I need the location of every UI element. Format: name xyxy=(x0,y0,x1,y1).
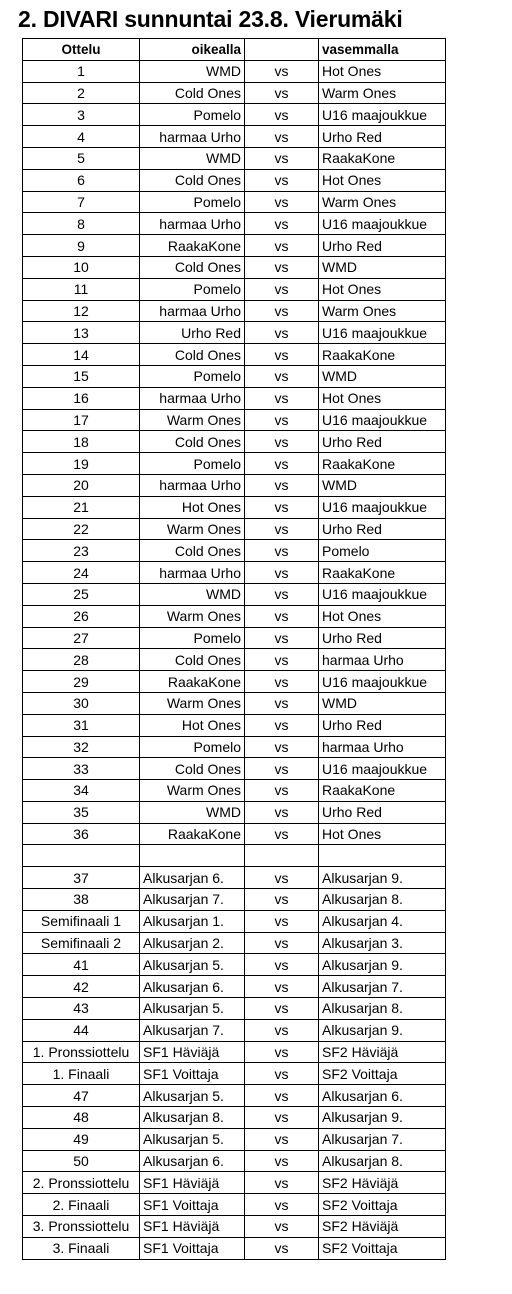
match-number-cell: 19 xyxy=(23,453,140,475)
right-team-cell: Urho Red xyxy=(140,322,245,344)
right-team-cell: Alkusarjan 6. xyxy=(140,1150,245,1172)
vs-cell: vs xyxy=(245,932,319,954)
table-row xyxy=(23,191,446,213)
table-row xyxy=(23,1128,446,1150)
left-team-cell: RaakaKone xyxy=(319,344,446,366)
table-row xyxy=(23,344,446,366)
vs-cell: vs xyxy=(245,954,319,976)
match-number-cell: 12 xyxy=(23,300,140,322)
match-number-cell: 27 xyxy=(23,627,140,649)
vs-cell: vs xyxy=(245,235,319,257)
left-team-cell: Alkusarjan 9. xyxy=(319,1107,446,1129)
vs-cell: vs xyxy=(245,300,319,322)
match-number-cell: 9 xyxy=(23,235,140,257)
match-number-cell: 1. Finaali xyxy=(23,1063,140,1085)
vs-cell: vs xyxy=(245,562,319,584)
right-team-cell: Pomelo xyxy=(140,736,245,758)
left-team-cell: U16 maajoukkue xyxy=(319,583,446,605)
table-row xyxy=(23,104,446,126)
left-team-cell: Alkusarjan 9. xyxy=(319,954,446,976)
left-team-cell: U16 maajoukkue xyxy=(319,758,446,780)
vs-cell: vs xyxy=(245,147,319,169)
left-team-cell: Urho Red xyxy=(319,714,446,736)
right-team-cell xyxy=(140,845,245,867)
vs-cell: vs xyxy=(245,453,319,475)
left-team-cell: U16 maajoukkue xyxy=(319,213,446,235)
match-number-cell: 23 xyxy=(23,540,140,562)
left-team-cell: Hot Ones xyxy=(319,60,446,82)
right-team-cell: RaakaKone xyxy=(140,671,245,693)
match-number-cell: 3 xyxy=(23,104,140,126)
right-team-cell: harmaa Urho xyxy=(140,300,245,322)
vs-cell: vs xyxy=(245,671,319,693)
match-number-cell: 16 xyxy=(23,387,140,409)
vs-cell: vs xyxy=(245,256,319,278)
match-number-cell: 5 xyxy=(23,147,140,169)
right-team-cell: Hot Ones xyxy=(140,496,245,518)
table-row xyxy=(23,453,446,475)
vs-cell: vs xyxy=(245,518,319,540)
table-row xyxy=(23,910,446,932)
table-row xyxy=(23,126,446,148)
vs-cell: vs xyxy=(245,692,319,714)
match-number-cell: 15 xyxy=(23,365,140,387)
match-number-cell: 14 xyxy=(23,344,140,366)
left-team-cell: SF2 Voittaja xyxy=(319,1063,446,1085)
vs-cell: vs xyxy=(245,1128,319,1150)
vs-cell: vs xyxy=(245,431,319,453)
vs-cell: vs xyxy=(245,1172,319,1194)
left-team-cell: Alkusarjan 7. xyxy=(319,1128,446,1150)
right-team-cell: Alkusarjan 6. xyxy=(140,867,245,889)
right-team-cell: SF1 Voittaja xyxy=(140,1237,245,1259)
vs-cell: vs xyxy=(245,801,319,823)
right-team-cell: Cold Ones xyxy=(140,169,245,191)
table-row xyxy=(23,780,446,802)
match-number-cell: 4 xyxy=(23,126,140,148)
vs-cell: vs xyxy=(245,605,319,627)
match-number-cell: 31 xyxy=(23,714,140,736)
left-team-cell: U16 maajoukkue xyxy=(319,322,446,344)
match-number-cell: 1. Pronssiottelu xyxy=(23,1041,140,1063)
right-team-cell: Alkusarjan 5. xyxy=(140,954,245,976)
match-number-cell: 24 xyxy=(23,562,140,584)
match-number-cell: 25 xyxy=(23,583,140,605)
left-team-cell: SF2 Häviäjä xyxy=(319,1041,446,1063)
left-team-cell: U16 maajoukkue xyxy=(319,496,446,518)
left-team-cell: Alkusarjan 3. xyxy=(319,932,446,954)
left-team-cell: Alkusarjan 8. xyxy=(319,1150,446,1172)
match-number-cell: 20 xyxy=(23,474,140,496)
vs-cell: vs xyxy=(245,126,319,148)
left-team-cell: RaakaKone xyxy=(319,453,446,475)
left-team-cell: Alkusarjan 9. xyxy=(319,1019,446,1041)
left-team-cell: Pomelo xyxy=(319,540,446,562)
table-row xyxy=(23,1107,446,1129)
vs-cell: vs xyxy=(245,1237,319,1259)
right-team-cell: Alkusarjan 7. xyxy=(140,889,245,911)
right-team-cell: WMD xyxy=(140,147,245,169)
match-number-cell: 26 xyxy=(23,605,140,627)
right-team-cell: RaakaKone xyxy=(140,823,245,845)
table-row xyxy=(23,169,446,191)
left-team-cell: RaakaKone xyxy=(319,562,446,584)
match-number-cell: 33 xyxy=(23,758,140,780)
right-team-cell: Alkusarjan 5. xyxy=(140,1085,245,1107)
vs-cell: vs xyxy=(245,910,319,932)
vs-cell: vs xyxy=(245,191,319,213)
right-team-cell: Cold Ones xyxy=(140,758,245,780)
match-number-cell: 32 xyxy=(23,736,140,758)
match-number-cell: Semifinaali 2 xyxy=(23,932,140,954)
right-team-cell: Cold Ones xyxy=(140,649,245,671)
table-row xyxy=(23,82,446,104)
table-row xyxy=(23,649,446,671)
left-team-cell: SF2 Voittaja xyxy=(319,1194,446,1216)
table-row xyxy=(23,1085,446,1107)
match-number-cell: 8 xyxy=(23,213,140,235)
table-row xyxy=(23,496,446,518)
table-row xyxy=(23,562,446,584)
left-team-cell: Hot Ones xyxy=(319,278,446,300)
table-row xyxy=(23,147,446,169)
schedule-table xyxy=(22,38,446,1260)
right-team-cell: Alkusarjan 5. xyxy=(140,1128,245,1150)
table-row xyxy=(23,954,446,976)
right-team-cell: Pomelo xyxy=(140,453,245,475)
right-team-cell: Cold Ones xyxy=(140,344,245,366)
match-number-cell: 17 xyxy=(23,409,140,431)
right-team-cell: Hot Ones xyxy=(140,714,245,736)
table-row xyxy=(23,60,446,82)
vs-cell: vs xyxy=(245,1216,319,1238)
match-number-cell: 28 xyxy=(23,649,140,671)
table-row xyxy=(23,431,446,453)
vs-cell: vs xyxy=(245,780,319,802)
vs-cell: vs xyxy=(245,649,319,671)
table-row xyxy=(23,235,446,257)
table-row xyxy=(23,1019,446,1041)
table-row xyxy=(23,365,446,387)
right-team-cell: Alkusarjan 8. xyxy=(140,1107,245,1129)
right-team-cell: harmaa Urho xyxy=(140,126,245,148)
table-row xyxy=(23,518,446,540)
table-row xyxy=(23,736,446,758)
right-team-cell: WMD xyxy=(140,583,245,605)
left-team-cell: Alkusarjan 7. xyxy=(319,976,446,998)
match-number-cell: 3. Pronssiottelu xyxy=(23,1216,140,1238)
left-team-cell: Alkusarjan 6. xyxy=(319,1085,446,1107)
right-team-cell: RaakaKone xyxy=(140,235,245,257)
left-team-cell: Hot Ones xyxy=(319,823,446,845)
vs-cell: vs xyxy=(245,823,319,845)
left-team-cell: WMD xyxy=(319,256,446,278)
table-row xyxy=(23,1237,446,1259)
match-number-cell: 49 xyxy=(23,1128,140,1150)
left-team-cell: Urho Red xyxy=(319,235,446,257)
right-team-cell: SF1 Voittaja xyxy=(140,1194,245,1216)
vs-cell: vs xyxy=(245,976,319,998)
right-team-cell: Alkusarjan 1. xyxy=(140,910,245,932)
vs-cell xyxy=(245,845,319,867)
table-row xyxy=(23,823,446,845)
table-row xyxy=(23,1041,446,1063)
vs-cell: vs xyxy=(245,213,319,235)
vs-cell: vs xyxy=(245,583,319,605)
column-header-left: vasemmalla xyxy=(319,39,446,61)
match-number-cell: 48 xyxy=(23,1107,140,1129)
match-number-cell: 44 xyxy=(23,1019,140,1041)
right-team-cell: Warm Ones xyxy=(140,605,245,627)
right-team-cell: SF1 Voittaja xyxy=(140,1063,245,1085)
left-team-cell: Alkusarjan 8. xyxy=(319,998,446,1020)
match-number-cell: 35 xyxy=(23,801,140,823)
table-row xyxy=(23,256,446,278)
left-team-cell: U16 maajoukkue xyxy=(319,409,446,431)
column-header-right: oikealla xyxy=(140,39,245,61)
left-team-cell: SF2 Häviäjä xyxy=(319,1172,446,1194)
left-team-cell: WMD xyxy=(319,474,446,496)
vs-cell: vs xyxy=(245,1194,319,1216)
right-team-cell: Pomelo xyxy=(140,627,245,649)
vs-cell: vs xyxy=(245,322,319,344)
right-team-cell: Alkusarjan 2. xyxy=(140,932,245,954)
left-team-cell: Warm Ones xyxy=(319,82,446,104)
left-team-cell: RaakaKone xyxy=(319,147,446,169)
vs-cell: vs xyxy=(245,1107,319,1129)
vs-cell: vs xyxy=(245,409,319,431)
right-team-cell: SF1 Häviäjä xyxy=(140,1041,245,1063)
right-team-cell: Pomelo xyxy=(140,191,245,213)
vs-cell: vs xyxy=(245,365,319,387)
table-row xyxy=(23,1194,446,1216)
left-team-cell: Urho Red xyxy=(319,126,446,148)
match-number-cell: 3. Finaali xyxy=(23,1237,140,1259)
vs-cell: vs xyxy=(245,344,319,366)
right-team-cell: harmaa Urho xyxy=(140,387,245,409)
table-row xyxy=(23,213,446,235)
vs-cell: vs xyxy=(245,889,319,911)
left-team-cell: Urho Red xyxy=(319,518,446,540)
left-team-cell: Alkusarjan 4. xyxy=(319,910,446,932)
left-team-cell: RaakaKone xyxy=(319,780,446,802)
left-team-cell: Alkusarjan 8. xyxy=(319,889,446,911)
match-number-cell: 50 xyxy=(23,1150,140,1172)
vs-cell: vs xyxy=(245,1063,319,1085)
table-row xyxy=(23,387,446,409)
left-team-cell: WMD xyxy=(319,365,446,387)
vs-cell: vs xyxy=(245,998,319,1020)
left-team-cell: Urho Red xyxy=(319,627,446,649)
right-team-cell: Warm Ones xyxy=(140,692,245,714)
table-row xyxy=(23,714,446,736)
match-number-cell: 21 xyxy=(23,496,140,518)
vs-cell: vs xyxy=(245,1085,319,1107)
right-team-cell: Cold Ones xyxy=(140,82,245,104)
match-number-cell: 6 xyxy=(23,169,140,191)
match-number-cell: 29 xyxy=(23,671,140,693)
table-row xyxy=(23,845,446,867)
vs-cell: vs xyxy=(245,758,319,780)
left-team-cell: WMD xyxy=(319,692,446,714)
match-number-cell: 10 xyxy=(23,256,140,278)
left-team-cell: Hot Ones xyxy=(319,387,446,409)
left-team-cell: harmaa Urho xyxy=(319,649,446,671)
table-row xyxy=(23,758,446,780)
right-team-cell: Warm Ones xyxy=(140,518,245,540)
vs-cell: vs xyxy=(245,736,319,758)
table-row xyxy=(23,1150,446,1172)
vs-cell: vs xyxy=(245,169,319,191)
right-team-cell: Alkusarjan 7. xyxy=(140,1019,245,1041)
table-row xyxy=(23,692,446,714)
match-number-cell: 42 xyxy=(23,976,140,998)
table-row xyxy=(23,1216,446,1238)
match-number-cell: Semifinaali 1 xyxy=(23,910,140,932)
left-team-cell: harmaa Urho xyxy=(319,736,446,758)
right-team-cell: Warm Ones xyxy=(140,409,245,431)
match-number-cell: 2 xyxy=(23,82,140,104)
match-number-cell: 2. Pronssiottelu xyxy=(23,1172,140,1194)
right-team-cell: WMD xyxy=(140,801,245,823)
right-team-cell: Alkusarjan 6. xyxy=(140,976,245,998)
right-team-cell: harmaa Urho xyxy=(140,213,245,235)
left-team-cell: Hot Ones xyxy=(319,169,446,191)
table-row xyxy=(23,627,446,649)
left-team-cell: Hot Ones xyxy=(319,605,446,627)
match-number-cell: 22 xyxy=(23,518,140,540)
vs-cell: vs xyxy=(245,540,319,562)
column-header-vs xyxy=(245,39,319,61)
left-team-cell: Urho Red xyxy=(319,801,446,823)
match-number-cell: 13 xyxy=(23,322,140,344)
table-row xyxy=(23,671,446,693)
table-header-row xyxy=(23,39,446,61)
right-team-cell: Warm Ones xyxy=(140,780,245,802)
right-team-cell: WMD xyxy=(140,60,245,82)
vs-cell: vs xyxy=(245,1019,319,1041)
table-row xyxy=(23,998,446,1020)
vs-cell: vs xyxy=(245,1041,319,1063)
table-row xyxy=(23,540,446,562)
table-row xyxy=(23,278,446,300)
vs-cell: vs xyxy=(245,867,319,889)
match-number-cell: 34 xyxy=(23,780,140,802)
table-row xyxy=(23,583,446,605)
table-row xyxy=(23,1063,446,1085)
right-team-cell: Cold Ones xyxy=(140,256,245,278)
vs-cell: vs xyxy=(245,474,319,496)
vs-cell: vs xyxy=(245,627,319,649)
match-number-cell xyxy=(23,845,140,867)
vs-cell: vs xyxy=(245,82,319,104)
match-number-cell: 2. Finaali xyxy=(23,1194,140,1216)
left-team-cell xyxy=(319,845,446,867)
match-number-cell: 11 xyxy=(23,278,140,300)
table-row xyxy=(23,889,446,911)
vs-cell: vs xyxy=(245,496,319,518)
match-number-cell: 43 xyxy=(23,998,140,1020)
table-row xyxy=(23,409,446,431)
match-number-cell: 47 xyxy=(23,1085,140,1107)
table-row xyxy=(23,300,446,322)
table-row xyxy=(23,867,446,889)
right-team-cell: Pomelo xyxy=(140,365,245,387)
table-row xyxy=(23,976,446,998)
left-team-cell: U16 maajoukkue xyxy=(319,104,446,126)
right-team-cell: Alkusarjan 5. xyxy=(140,998,245,1020)
left-team-cell: Warm Ones xyxy=(319,300,446,322)
right-team-cell: SF1 Häviäjä xyxy=(140,1172,245,1194)
match-number-cell: 30 xyxy=(23,692,140,714)
table-row xyxy=(23,801,446,823)
column-header-match: Ottelu xyxy=(23,39,140,61)
left-team-cell: Urho Red xyxy=(319,431,446,453)
vs-cell: vs xyxy=(245,1150,319,1172)
table-row xyxy=(23,1172,446,1194)
right-team-cell: harmaa Urho xyxy=(140,562,245,584)
right-team-cell: Pomelo xyxy=(140,104,245,126)
match-number-cell: 18 xyxy=(23,431,140,453)
left-team-cell: Alkusarjan 9. xyxy=(319,867,446,889)
vs-cell: vs xyxy=(245,278,319,300)
table-row xyxy=(23,605,446,627)
left-team-cell: SF2 Häviäjä xyxy=(319,1216,446,1238)
match-number-cell: 7 xyxy=(23,191,140,213)
vs-cell: vs xyxy=(245,714,319,736)
match-number-cell: 37 xyxy=(23,867,140,889)
table-row xyxy=(23,474,446,496)
right-team-cell: Cold Ones xyxy=(140,431,245,453)
match-number-cell: 1 xyxy=(23,60,140,82)
right-team-cell: Pomelo xyxy=(140,278,245,300)
vs-cell: vs xyxy=(245,387,319,409)
vs-cell: vs xyxy=(245,60,319,82)
match-number-cell: 41 xyxy=(23,954,140,976)
left-team-cell: Warm Ones xyxy=(319,191,446,213)
schedule-body xyxy=(23,60,446,1259)
match-number-cell: 38 xyxy=(23,889,140,911)
page-title: 2. DIVARI sunnuntai 23.8. Vierumäki xyxy=(18,6,403,32)
left-team-cell: U16 maajoukkue xyxy=(319,671,446,693)
table-row xyxy=(23,322,446,344)
right-team-cell: SF1 Häviäjä xyxy=(140,1216,245,1238)
table-row xyxy=(23,932,446,954)
vs-cell: vs xyxy=(245,104,319,126)
match-number-cell: 36 xyxy=(23,823,140,845)
right-team-cell: Cold Ones xyxy=(140,540,245,562)
left-team-cell: SF2 Voittaja xyxy=(319,1237,446,1259)
right-team-cell: harmaa Urho xyxy=(140,474,245,496)
